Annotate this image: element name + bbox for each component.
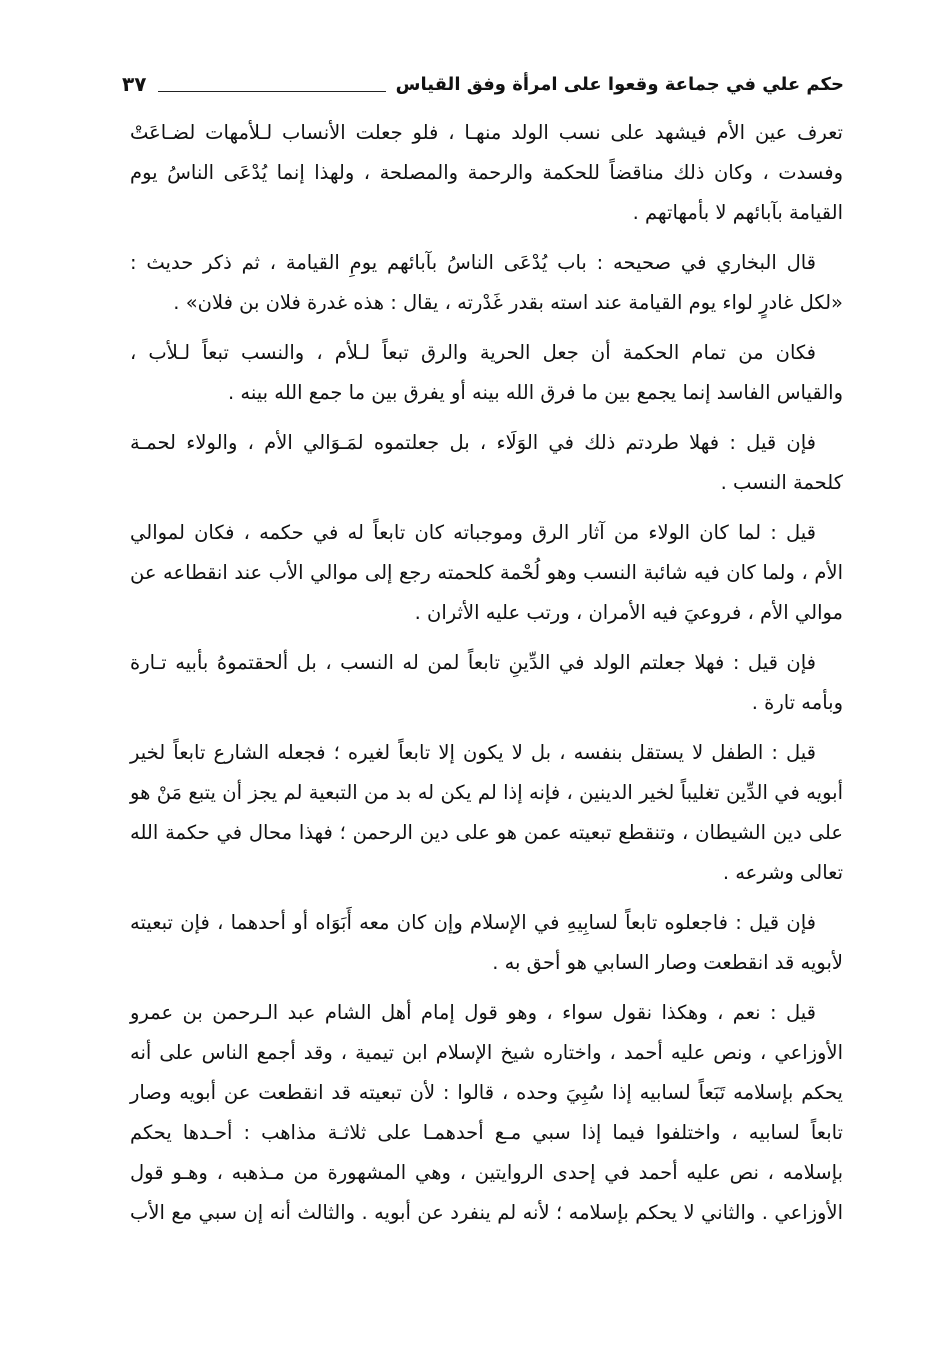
text-line: أبويه في الدِّين تغليباً لخير الدينين ، فإنه إذا لم يكن له بد من التبعية لم يجز أن يتبع مَنْ هو [130, 781, 843, 804]
text-line: الأوزاعي ، ونص عليه أحمد ، واختاره شيخ الإسلام ابن تيمية ، وقد أجمع الناس على أنه [130, 1041, 843, 1064]
text-line: يحكم بإسلامه تَبَعاً لسابيه إذا سُبِيَ وحده ، قالوا : لأن تبعيته قد انقطعت عن أبويه وصار [130, 1081, 843, 1104]
text-line: تعالى وشرعه . [722, 861, 843, 884]
running-header [122, 66, 844, 102]
paragraph [130, 423, 843, 503]
page-number: ٣٧ [122, 72, 147, 96]
text-line: على دين الشيطان ، وتنقطع تبعيته عمن هو على دين الرحمن ؛ فهذا محال في حكمة الله [130, 821, 843, 844]
text-line: فإن قيل : فهلا جعلتم الولد في الدِّينِ تابعاً لمن له النسب ، بل ألحقتموهُ بأبيه تـارة [130, 651, 816, 674]
text-line: «لكل غادرٍ لواء يوم القيامة عند استه بقدر غَدْرته ، يقال : هذه غدرة فلان بن فلان» . [173, 291, 843, 314]
paragraph [130, 733, 843, 893]
chapter-title: حكم علي في جماعة وقعوا على امرأة وفق القياس [395, 73, 844, 95]
paragraph [130, 333, 843, 413]
text-line: قيل : نعم ، وهكذا نقول سواء ، وهو قول إمام أهل الشام عبد الـرحمن بن عمرو [130, 1001, 816, 1024]
text-line: فإن قيل : فهلا طردتم ذلك في الوَلَاء ، بل جعلتموه لمَـوَالي الأم ، والولاء لحمـة [130, 431, 816, 454]
paragraph [130, 903, 843, 983]
text-line: فإن قيل : فاجعلوه تابعاً لسابِيهِ في الإسلام وإن كان معه أَبَوَاه أو أحدهما ، فإن تبعيته [130, 911, 816, 934]
paragraph [130, 993, 843, 1233]
paragraph [130, 643, 843, 723]
text-line: الأوزاعي . والثاني لا يحكم بإسلامه ؛ لأنه لم ينفرد عن أبويه . والثالث أنه إن سبي مع الأب [130, 1201, 843, 1224]
text-line: وفسدت ، وكان ذلك مناقضاً للحكمة والرحمة والمصلحة ، ولهذا إنما يُدْعَى الناسُ يوم [130, 161, 843, 184]
page-text [130, 113, 843, 1243]
text-line: بإسلامه ، نص عليه أحمد في إحدى الروايتين ، وهي المشهورة من مـذهبه ، وهـو قول [130, 1161, 843, 1184]
paragraph [130, 113, 843, 233]
text-line: وبأمه تارة . [751, 691, 843, 714]
text-line: موالي الأم ، فروعيَ فيه الأمران ، ورتب عليه الأثران . [414, 601, 843, 624]
paragraph [130, 513, 843, 633]
text-line: تابعاً لسابيه ، واختلفوا فيما إذا سبي مـع أحدهمـا على ثلاثـة مذاهب : أحـدها يحكم [130, 1121, 843, 1144]
text-line: كلحمة النسب . [720, 471, 843, 494]
text-line: لأبويه قد انقطعت وصار السابي هو أحق به . [492, 951, 843, 974]
text-line: قال البخاري في صحيحه : باب يُدْعَى الناسُ بآبائهم يومِ القيامة ، ثم ذكر حديث : [130, 251, 816, 274]
paragraph [130, 243, 843, 323]
text-line: القيامة بآبائهم لا بأمهاتهم . [632, 201, 843, 224]
text-line: والقياس الفاسد إنما يجمع بين ما فرق الله بينه أو يفرق بين ما جمع الله بينه . [228, 381, 843, 404]
text-line: تعرف عين الأم فيشهد على نسب الولد منهـا ، فلو جعلت الأنساب لـلأمهات لضـاعَتْ [130, 121, 843, 144]
text-line: قيل : الطفل لا يستقل بنفسه ، بل لا يكون إلا تابعاً لغيره ؛ فجعله الشارع تابعاً لخير [130, 741, 816, 764]
text-line: الأم ، ولما كان فيه شائبة النسب وهو لُحْمة كلحمته رجع إلى موالي الأب عند انقطاعه عن [130, 561, 843, 584]
text-line: فكان من تمام الحكمة أن جعل الحرية والرق تبعاً لـلأم ، والنسب تبعاً لـلأب ، [130, 341, 816, 364]
header-rule [158, 91, 385, 92]
text-line: قيل : لما كان الولاء من آثار الرق وموجباته كان تابعاً له في حكمه ، فكان لموالي [130, 521, 816, 544]
